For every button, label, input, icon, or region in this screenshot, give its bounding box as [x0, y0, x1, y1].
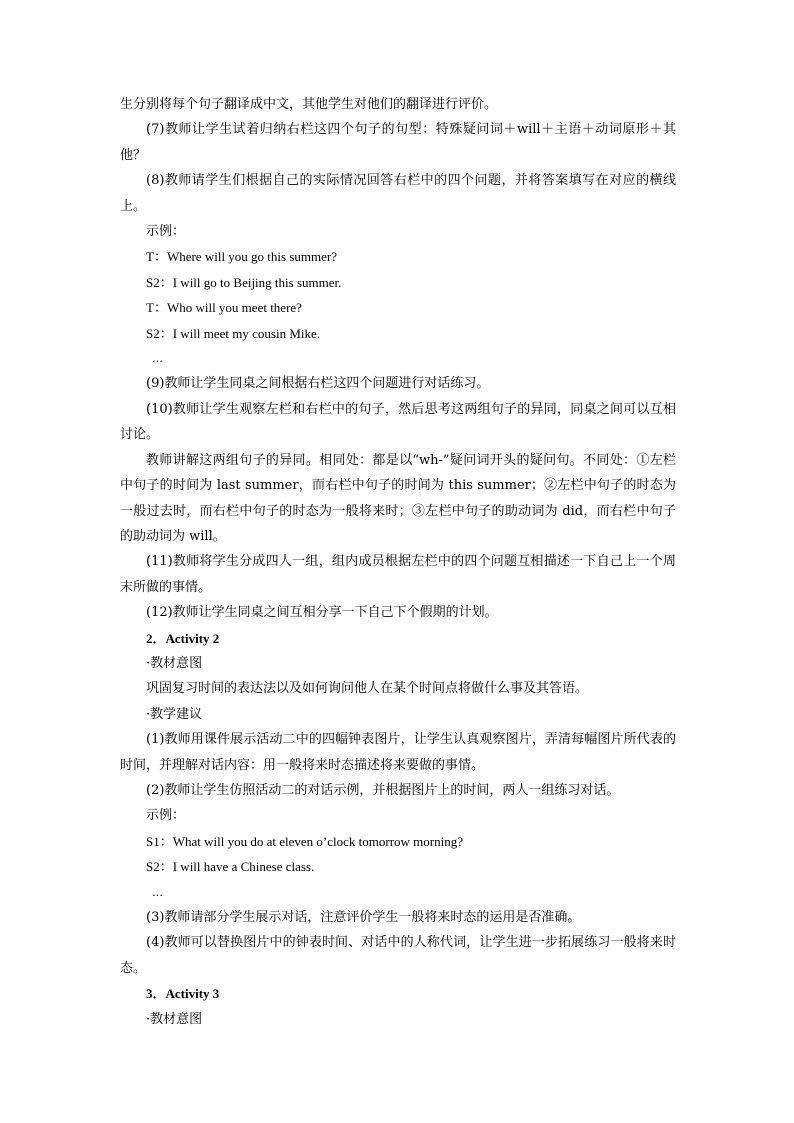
paragraph: (2)教师让学生仿照活动二的对话示例，并根据图片上的时间，两人一组练习对话。	[146, 782, 620, 798]
ellipsis-line: …	[152, 352, 164, 366]
dialogue-line: S2：I will meet my cousin Mike.	[146, 325, 321, 341]
paragraph: (3)教师请部分学生展示对话，注意评价学生一般将来时态的运用是否准确。	[146, 910, 581, 925]
document-page	[120, 92, 676, 1032]
subsection-label: ·教材意图	[146, 655, 203, 671]
paragraph: 教师讲解这两组句子的异同。相同处：都是以“wh-”疑问词开头的疑问句。不同处：①左栏中句子的时间为 last summer，而右栏中句子的时间为 this summer；②左栏中句子的时态为一般过去时，而右栏中句子的时态为一般将来时；③左栏中句子的助动词为 did，而右栏中句子的助动词为 will。	[120, 452, 676, 544]
paragraph: (8)教师请学生们根据自己的实际情况回答右栏中的四个问题，并将答案填写在对应的横线上。	[120, 173, 676, 214]
section-heading: 2．Activity 2	[146, 630, 220, 646]
subsection-label: 示例：	[146, 808, 186, 824]
ellipsis-line: …	[152, 885, 164, 899]
paragraph: (9)教师让学生同桌之间根据右栏这四个问题进行对话练习。	[146, 376, 490, 392]
subsection-label: 示例：	[146, 224, 186, 240]
paragraph: (10)教师让学生观察左栏和右栏中的句子，然后思考这两组句子的异同，同桌之间可以互相讨论。	[120, 401, 676, 443]
paragraph: (7)教师让学生试着归纳右栏这四个句子的句型：特殊疑问词＋will＋主语＋动词原形＋其他？	[120, 122, 676, 163]
subsection-label: ·教学建议	[146, 706, 203, 722]
dialogue-line: T：Where will you go this summer?	[146, 249, 337, 265]
paragraph: 生分别将每个句子翻译成中文，其他学生对他们的翻译进行评价。	[120, 97, 498, 112]
dialogue-line: S1：What will you do at eleven o’clock tomorrow morning?	[146, 833, 463, 849]
subsection-label: ·教材意图	[146, 1011, 203, 1027]
dialogue-line: S2：I will have a Chinese class.	[146, 859, 315, 875]
paragraph: (1)教师用课件展示活动二中的四幅钟表图片，让学生认真观察图片，弄清每幅图片所代表的时间，并理解对话内容：用一般将来时态描述将来要做的事情。	[120, 732, 676, 773]
paragraph: (4)教师可以替换图片中的钟表时间、对话中的人称代词，让学生进一步拓展练习一般将来时态。	[120, 935, 676, 976]
dialogue-line: T：Who will you meet there?	[146, 300, 302, 316]
section-heading: 3．Activity 3	[146, 986, 220, 1002]
paragraph: (11)教师将学生分成四人一组，组内成员根据左栏中的四个问题互相描述一下自己上一个周末所做的事情。	[120, 554, 676, 595]
subsection-label: 巩固复习时间的表达法以及如何询问他人在某个时间点将做什么事及其答语。	[146, 681, 589, 697]
dialogue-line: S2：I will go to Beijing this summer.	[146, 274, 342, 290]
paragraph: (12)教师让学生同桌之间互相分享一下自己下个假期的计划。	[146, 605, 498, 621]
